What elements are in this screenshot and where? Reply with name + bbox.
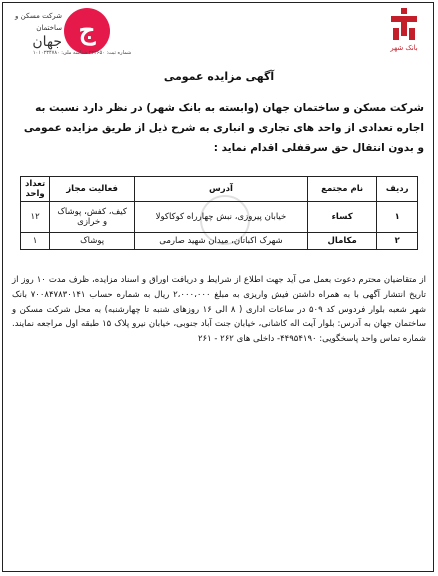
company-logo-mark: ج [64,8,110,54]
table-cell: مکامال [307,233,377,250]
table-row [21,202,418,233]
company-logo-text [12,10,62,50]
units-table [20,176,418,250]
table-cell: شهرک اکباتان، میدان شهید صارمی [135,233,308,250]
bank-logo-caption: بانک شهر [390,44,418,52]
company-logo-line1: شرکت مسکن و ساختمان [15,12,62,32]
table-cell: ۱ [21,233,50,250]
table-cell: کساء [307,202,377,233]
table-cell: ۱ [377,202,418,233]
table-cell: خیابان پیروزی، نبش چهارراه کوکاکولا [135,202,308,233]
table-cell: ۲ [377,233,418,250]
col-header: نام مجتمع [307,177,377,202]
intro-paragraph: شرکت مسکن و ساختمان جهان (وابسته به بانک شهر) در نظر دارد نسبت به اجاره تعدادی از واحد های تجاری و انباری به شرح ذیل از طریق مزایده عمومی و بدون انتقال حق سرقفلی اقدام نماید : [23,102,424,154]
col-header: آدرس [135,177,308,202]
table-cell: پوشاک [50,233,135,250]
table-cell: کیف، کفش، پوشاک و خرازی [50,202,135,233]
company-registration: شماره ثبت: ۲۲۳۶۵۰ شناسه ملی: ۱۰۱۰۲۳۴۷۸۰ [32,50,132,56]
table-header-row [21,177,418,202]
body-paragraph: از متقاضیان محترم دعوت بعمل می آید جهت اطلاع از شرایط و دریافت اوراق و اسناد مزایده، ظرف مدت ۱۰ روز از تاریخ انتشار آگهی با به همراه داشتن فیش واریزی به مبلغ ۲،۰۰۰،۰۰۰ ریال به شماره حساب ۷۰۰۸۴۷۸۳۰۱۴۱ بانک شهر شعبه بلوار فردوس کد ۵۰۹ در ساعات اداری ( ۸ الی ۱۶ روزهای شنبه تا چهارشنبه) به محل شرکت مسکن و ساختمان جهان به آدرس: بلوار آیت اله کاشانی، خیابان جنت آباد جنوبی، خیابان نیرو پلاک ۱۵ طبقه اول مراجعه نمایند. شماره تماس واحد پاسخگویی: ۴۴۹۵۴۱۹۰- داخلی های ۲۶۲ - ۲۶۱ [12,275,426,345]
bank-logo [380,8,428,64]
col-header: فعالیت مجاز [50,177,135,202]
table-cell: ۱۲ [21,202,50,233]
page-title: آگهی مزایده عمومی [163,70,275,83]
table-row [21,233,418,250]
bank-logo-icon [387,8,421,42]
col-header: تعداد واحد [21,177,50,202]
company-logo-brand: جهان [32,34,62,50]
col-header: ردیف [377,177,418,202]
